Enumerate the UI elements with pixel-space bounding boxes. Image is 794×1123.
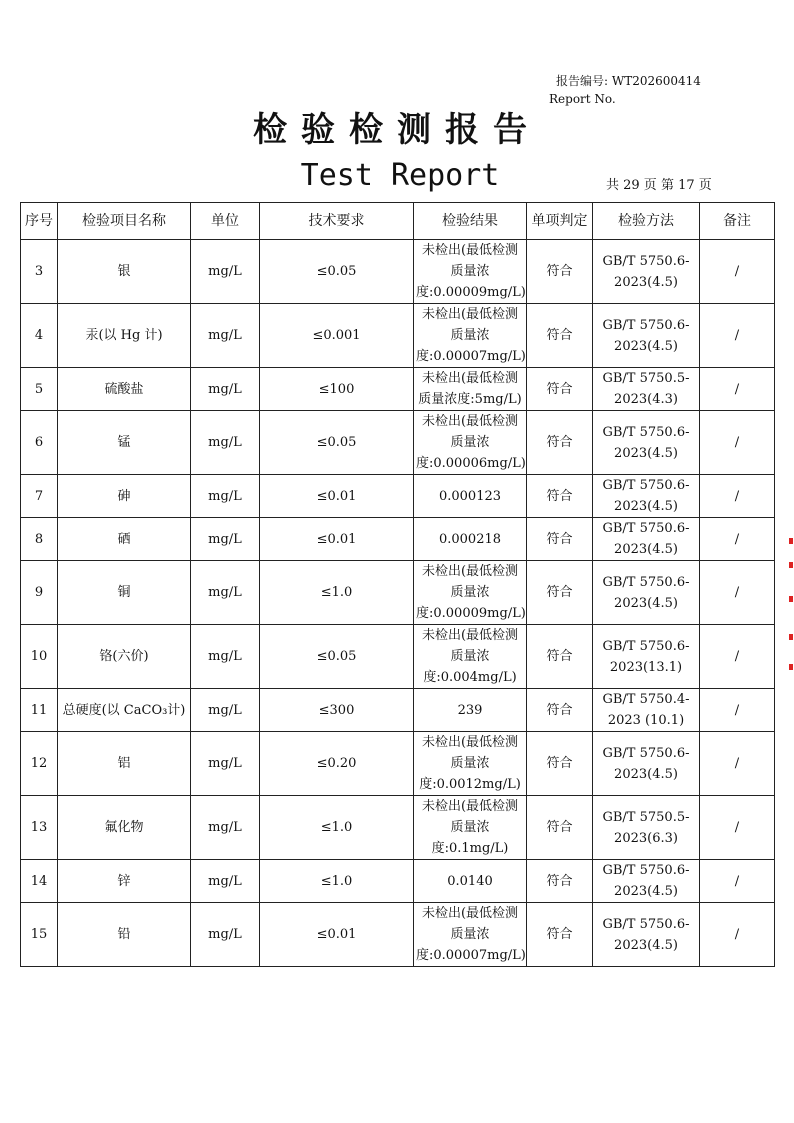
table-row xyxy=(21,796,775,860)
unit-cell: mg/L xyxy=(191,689,260,732)
col-header-verdict: 单项判定 xyxy=(527,203,593,240)
verdict-cell: 符合 xyxy=(527,796,593,860)
item-name-cell: 铜 xyxy=(58,561,191,625)
result-cell: 未检出(最低检测质量浓度:0.004mg/L) xyxy=(414,625,527,689)
unit-cell: mg/L xyxy=(191,475,260,518)
method-cell: GB/T 5750.5-2023(4.3) xyxy=(593,368,700,411)
table-row xyxy=(21,625,775,689)
remark-cell: / xyxy=(700,240,775,304)
row-no-cell: 3 xyxy=(21,240,58,304)
requirement-cell: ≤1.0 xyxy=(260,561,414,625)
unit-cell: mg/L xyxy=(191,732,260,796)
table-row xyxy=(21,860,775,903)
table-row xyxy=(21,304,775,368)
row-no-cell: 7 xyxy=(21,475,58,518)
method-cell: GB/T 5750.6-2023(4.5) xyxy=(593,732,700,796)
verdict-cell: 符合 xyxy=(527,689,593,732)
requirement-cell: ≤0.05 xyxy=(260,625,414,689)
row-no-cell: 11 xyxy=(21,689,58,732)
row-no-cell: 15 xyxy=(21,903,58,967)
unit-cell: mg/L xyxy=(191,561,260,625)
report-no-value: WT202600414 xyxy=(611,74,701,88)
remark-cell: / xyxy=(700,732,775,796)
item-name-cell: 银 xyxy=(58,240,191,304)
table-row xyxy=(21,368,775,411)
result-cell: 未检出(最低检测质量浓度:0.00009mg/L) xyxy=(414,561,527,625)
unit-cell: mg/L xyxy=(191,411,260,475)
verdict-cell: 符合 xyxy=(527,561,593,625)
verdict-cell: 符合 xyxy=(527,903,593,967)
item-name-cell: 汞(以 Hg 计) xyxy=(58,304,191,368)
remark-cell: / xyxy=(700,561,775,625)
row-no-cell: 9 xyxy=(21,561,58,625)
verdict-cell: 符合 xyxy=(527,732,593,796)
requirement-cell: ≤1.0 xyxy=(260,796,414,860)
row-no-cell: 10 xyxy=(21,625,58,689)
row-no-cell: 4 xyxy=(21,304,58,368)
result-cell: 239 xyxy=(414,689,527,732)
table-row xyxy=(21,561,775,625)
item-name-cell: 砷 xyxy=(58,475,191,518)
requirement-cell: ≤0.20 xyxy=(260,732,414,796)
unit-cell: mg/L xyxy=(191,903,260,967)
verdict-cell: 符合 xyxy=(527,304,593,368)
result-cell: 未检出(最低检测质量浓度:0.0012mg/L) xyxy=(414,732,527,796)
remark-cell: / xyxy=(700,903,775,967)
table-row xyxy=(21,240,775,304)
report-no-en-label: Report No. xyxy=(549,92,616,106)
col-header-requirement: 技术要求 xyxy=(260,203,414,240)
unit-cell: mg/L xyxy=(191,368,260,411)
verdict-cell: 符合 xyxy=(527,860,593,903)
remark-cell: / xyxy=(700,625,775,689)
requirement-cell: ≤0.01 xyxy=(260,903,414,967)
report-title-chinese: 检验检测报告 xyxy=(253,110,541,150)
table-header-row xyxy=(21,203,775,240)
remark-cell: / xyxy=(700,860,775,903)
col-header-item: 检验项目名称 xyxy=(58,203,191,240)
verdict-cell: 符合 xyxy=(527,411,593,475)
report-number-block xyxy=(549,72,701,108)
verdict-cell: 符合 xyxy=(527,240,593,304)
requirement-cell: ≤1.0 xyxy=(260,860,414,903)
table-row xyxy=(21,475,775,518)
remark-cell: / xyxy=(700,411,775,475)
result-cell: 0.0140 xyxy=(414,860,527,903)
verdict-cell: 符合 xyxy=(527,475,593,518)
col-header-method: 检验方法 xyxy=(593,203,700,240)
col-header-no: 序号 xyxy=(21,203,58,240)
item-name-cell: 锌 xyxy=(58,860,191,903)
item-name-cell: 氟化物 xyxy=(58,796,191,860)
requirement-cell: ≤100 xyxy=(260,368,414,411)
unit-cell: mg/L xyxy=(191,796,260,860)
unit-cell: mg/L xyxy=(191,518,260,561)
result-cell: 未检出(最低检测质量浓度:0.00007mg/L) xyxy=(414,903,527,967)
verdict-cell: 符合 xyxy=(527,368,593,411)
table-row xyxy=(21,903,775,967)
requirement-cell: ≤300 xyxy=(260,689,414,732)
method-cell: GB/T 5750.6-2023(4.5) xyxy=(593,475,700,518)
method-cell: GB/T 5750.6-2023(4.5) xyxy=(593,411,700,475)
method-cell: GB/T 5750.6-2023(13.1) xyxy=(593,625,700,689)
remark-cell: / xyxy=(700,689,775,732)
result-cell: 0.000123 xyxy=(414,475,527,518)
method-cell: GB/T 5750.6-2023(4.5) xyxy=(593,240,700,304)
table-row xyxy=(21,689,775,732)
remark-cell: / xyxy=(700,368,775,411)
seal-edge-marks xyxy=(789,538,794,673)
result-cell: 未检出(最低检测质量浓度:0.00009mg/L) xyxy=(414,240,527,304)
result-cell: 0.000218 xyxy=(414,518,527,561)
row-no-cell: 13 xyxy=(21,796,58,860)
table-row xyxy=(21,411,775,475)
row-no-cell: 6 xyxy=(21,411,58,475)
method-cell: GB/T 5750.6-2023(4.5) xyxy=(593,304,700,368)
result-cell: 未检出(最低检测质量浓度:0.00007mg/L) xyxy=(414,304,527,368)
item-name-cell: 铬(六价) xyxy=(58,625,191,689)
col-header-remark: 备注 xyxy=(700,203,775,240)
table-row xyxy=(21,518,775,561)
result-cell: 未检出(最低检测质量浓度:0.00006mg/L) xyxy=(414,411,527,475)
verdict-cell: 符合 xyxy=(527,518,593,561)
results-table xyxy=(20,202,775,967)
requirement-cell: ≤0.05 xyxy=(260,240,414,304)
remark-cell: / xyxy=(700,304,775,368)
method-cell: GB/T 5750.6-2023(4.5) xyxy=(593,903,700,967)
requirement-cell: ≤0.01 xyxy=(260,475,414,518)
method-cell: GB/T 5750.5-2023(6.3) xyxy=(593,796,700,860)
method-cell: GB/T 5750.4-2023 (10.1) xyxy=(593,689,700,732)
row-no-cell: 5 xyxy=(21,368,58,411)
col-header-result: 检验结果 xyxy=(414,203,527,240)
item-name-cell: 硒 xyxy=(58,518,191,561)
report-title-english: Test Report xyxy=(300,158,500,193)
row-no-cell: 8 xyxy=(21,518,58,561)
verdict-cell: 符合 xyxy=(527,625,593,689)
item-name-cell: 铝 xyxy=(58,732,191,796)
unit-cell: mg/L xyxy=(191,860,260,903)
requirement-cell: ≤0.001 xyxy=(260,304,414,368)
page-info: 共 29 页 第 17 页 xyxy=(606,178,712,193)
unit-cell: mg/L xyxy=(191,625,260,689)
remark-cell: / xyxy=(700,518,775,561)
requirement-cell: ≤0.01 xyxy=(260,518,414,561)
method-cell: GB/T 5750.6-2023(4.5) xyxy=(593,518,700,561)
unit-cell: mg/L xyxy=(191,304,260,368)
result-cell: 未检出(最低检测质量浓度:0.1mg/L) xyxy=(414,796,527,860)
unit-cell: mg/L xyxy=(191,240,260,304)
table-row xyxy=(21,732,775,796)
method-cell: GB/T 5750.6-2023(4.5) xyxy=(593,860,700,903)
remark-cell: / xyxy=(700,796,775,860)
result-cell: 未检出(最低检测质量浓度:5mg/L) xyxy=(414,368,527,411)
item-name-cell: 总硬度(以 CaCO₃计) xyxy=(58,689,191,732)
remark-cell: / xyxy=(700,475,775,518)
report-no-label: 报告编号: xyxy=(556,74,609,88)
col-header-unit: 单位 xyxy=(191,203,260,240)
row-no-cell: 12 xyxy=(21,732,58,796)
method-cell: GB/T 5750.6-2023(4.5) xyxy=(593,561,700,625)
item-name-cell: 锰 xyxy=(58,411,191,475)
requirement-cell: ≤0.05 xyxy=(260,411,414,475)
row-no-cell: 14 xyxy=(21,860,58,903)
item-name-cell: 铅 xyxy=(58,903,191,967)
item-name-cell: 硫酸盐 xyxy=(58,368,191,411)
